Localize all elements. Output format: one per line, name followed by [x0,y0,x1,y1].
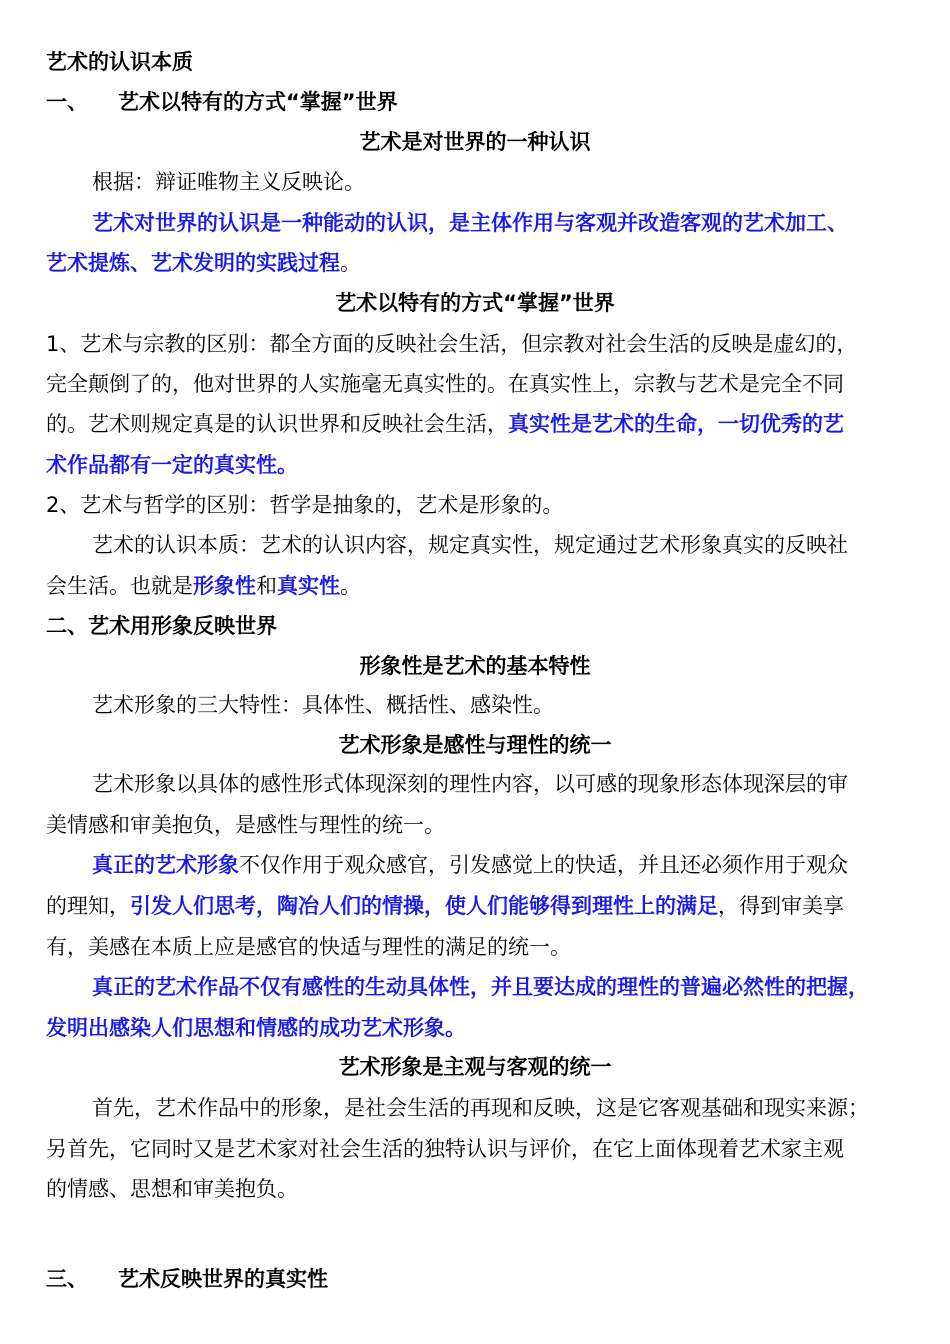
subheading: 艺术以特有的方式“掌握”世界 [335,291,615,315]
paragraph: 艺术形象的三大特性：具体性、概括性、感染性。 [92,693,554,717]
section-title: 艺术反映世界的真实性 [118,1267,328,1291]
paragraph: 1、艺术与宗教的区别：都全方面的反映社会生活，但宗教对社会生活的反映是虚幻的， [46,332,858,356]
paragraph: 另首先，它同时又是艺术家对社会生活的独特认识与评价，在它上面体现着艺术家主观 [46,1137,844,1161]
paragraph: 艺术的认识本质：艺术的认识内容，规定真实性，规定通过艺术形象真实的反映社 [92,533,848,557]
paragraph: 真正的艺术形象不仅作用于观众感官，引发感觉上的快适，并且还必须作用于观众 [92,853,848,877]
section-number: 一、 [46,90,88,114]
emphasis-text: 形象性 [193,574,256,598]
emphasis-line: 术作品都有一定的真实性。 [46,453,298,477]
section-heading-1 [46,89,906,115]
section-heading-2: 二、艺术用形象反映世界 [46,614,277,638]
paragraph: 会生活。也就是形象性和真实性。 [46,574,361,598]
emphasis-text: 真实性 [277,574,340,598]
section-heading-3 [46,1266,906,1292]
subheading: 艺术是对世界的一种认识 [359,130,591,154]
paragraph: 美情感和审美抱负，是感性与理性的统一。 [46,813,445,837]
section-number: 三、 [46,1267,88,1291]
paragraph: 首先，艺术作品中的形象，是社会生活的再现和反映，这是它客观基础和现实来源； [92,1096,869,1120]
emphasis-line: 发明出感染人们思想和情感的成功艺术形象。 [46,1016,466,1040]
paragraph: 的。艺术则规定真是的认识世界和反映社会生活，真实性是艺术的生命，一切优秀的艺 [46,412,844,436]
emphasis-text: 引发人们思考，陶冶人们的情操，使人们能够得到理性上的满足 [130,894,718,918]
paragraph: 根据：辩证唯物主义反映论。 [92,170,365,194]
subheading: 形象性是艺术的基本特性 [359,654,591,678]
emphasis-line: 真正的艺术作品不仅有感性的生动具体性，并且要达成的理性的普遍必然性的把握， [92,975,869,999]
emphasis-text: 真正的艺术形象 [92,853,239,877]
paragraph: 的理知，引发人们思考，陶冶人们的情操，使人们能够得到理性上的满足，得到审美享 [46,894,844,918]
paragraph: 艺术提炼、艺术发明的实践过程。 [46,251,361,275]
paragraph: 艺术形象以具体的感性形式体现深刻的理性内容，以可感的现象形态体现深层的审 [92,772,848,796]
subheading: 艺术形象是主观与客观的统一 [338,1055,612,1079]
paragraph: 的情感、思想和审美抱负。 [46,1177,298,1201]
subheading: 艺术形象是感性与理性的统一 [338,733,612,757]
paragraph: 完全颠倒了的，他对世界的人实施毫无真实性的。在真实性上，宗教与艺术是完全不同 [46,372,844,396]
section-title: 艺术以特有的方式“掌握”世界 [118,90,398,114]
emphasis-line: 艺术对世界的认识是一种能动的认识，是主体作用与客观并改造客观的艺术加工、 [92,211,848,235]
document-title: 艺术的认识本质 [46,50,193,74]
emphasis-text: 艺术提炼、艺术发明的实践过程 [46,251,340,275]
paragraph: 2、艺术与哲学的区别：哲学是抽象的，艺术是形象的。 [46,493,564,517]
emphasis-text: 真实性是艺术的生命，一切优秀的艺 [508,412,844,436]
paragraph: 有，美感在本质上应是感官的快适与理性的满足的统一。 [46,935,571,959]
